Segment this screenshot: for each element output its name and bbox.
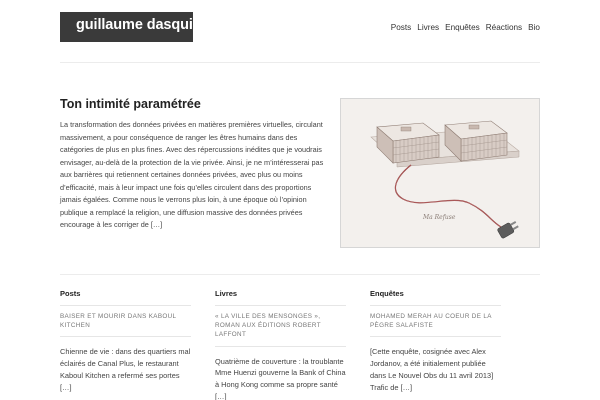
post-excerpt: La transformation des données privées en matières premières virtuelles, circulant massivement, a pour conséquence de ranger les êtres humains dans des catégories de plus en plus fines. Avec des répercussions inédites que je voudrais envisager, au-delà de la protection de la vie privée. Ainsi, je ne m’intéresserai pas aux barrières qui retiennent certaines données privées, avec plus ou moins d’efficacité, mais à leur impact une fois qu’elles circulent dans des proportions jamais égalées. Comme nous le verrons plus loin, à une époque où l’opinion publique a remplacé la religion, une diffusion massive des données privées encourage à les corriger de […] <box>60 120 324 230</box>
widget-excerpt: [Cette enquête, cosignée avec Alex Jordanov, a été initialement publiée dans Le Nouvel Obs du 11 avril 2013] Trafic de […] <box>370 347 494 392</box>
nav-posts[interactable]: Posts <box>390 23 412 32</box>
widget-excerpt: Quatrième de couverture : la troublante Mme Huenzi gouverne la Bank of China à Hong Kong comme sa propre santé […] <box>215 356 346 400</box>
widget-title: Enquêtes <box>370 289 501 306</box>
svg-text:Ma Refuse: Ma Refuse <box>423 214 456 221</box>
nav-bio[interactable]: Bio <box>528 23 540 32</box>
architecture-sketch-image <box>341 99 540 248</box>
nav-enquetes[interactable]: Enquêtes <box>445 23 480 32</box>
header-divider <box>60 62 540 63</box>
widget-enquetes <box>370 289 501 394</box>
post-title[interactable]: Ton intimité paramétrée <box>60 97 201 111</box>
widget-title: Livres <box>215 289 346 306</box>
main-nav <box>391 23 540 32</box>
nav-livres[interactable]: Livres <box>417 23 440 32</box>
widget-post-link[interactable]: « LA VILLE DES MENSONGES », ROMAN AUX ÉDITIONS ROBERT LAFFONT <box>215 312 346 347</box>
widget-posts <box>60 289 191 394</box>
post-image[interactable] <box>340 98 540 248</box>
content-divider <box>60 274 540 275</box>
site-logo[interactable] <box>60 12 201 42</box>
widget-post-link[interactable]: BAISER ET MOURIR DANS KABOUL KITCHEN <box>60 312 191 337</box>
widget-livres <box>215 289 346 400</box>
nav-reactions[interactable]: Réactions <box>485 23 523 32</box>
widget-excerpt: Chienne de vie : dans des quartiers mal éclairés de Canal Plus, le restaurant Kaboul Kitchen a refermé ses portes […] <box>60 347 191 392</box>
widget-title: Posts <box>60 289 191 306</box>
widget-post-link[interactable]: MOHAMED MERAH AU COEUR DE LA PÈGRE SALAFISTE <box>370 312 501 337</box>
site-title: guillaume dasquié <box>76 17 201 33</box>
